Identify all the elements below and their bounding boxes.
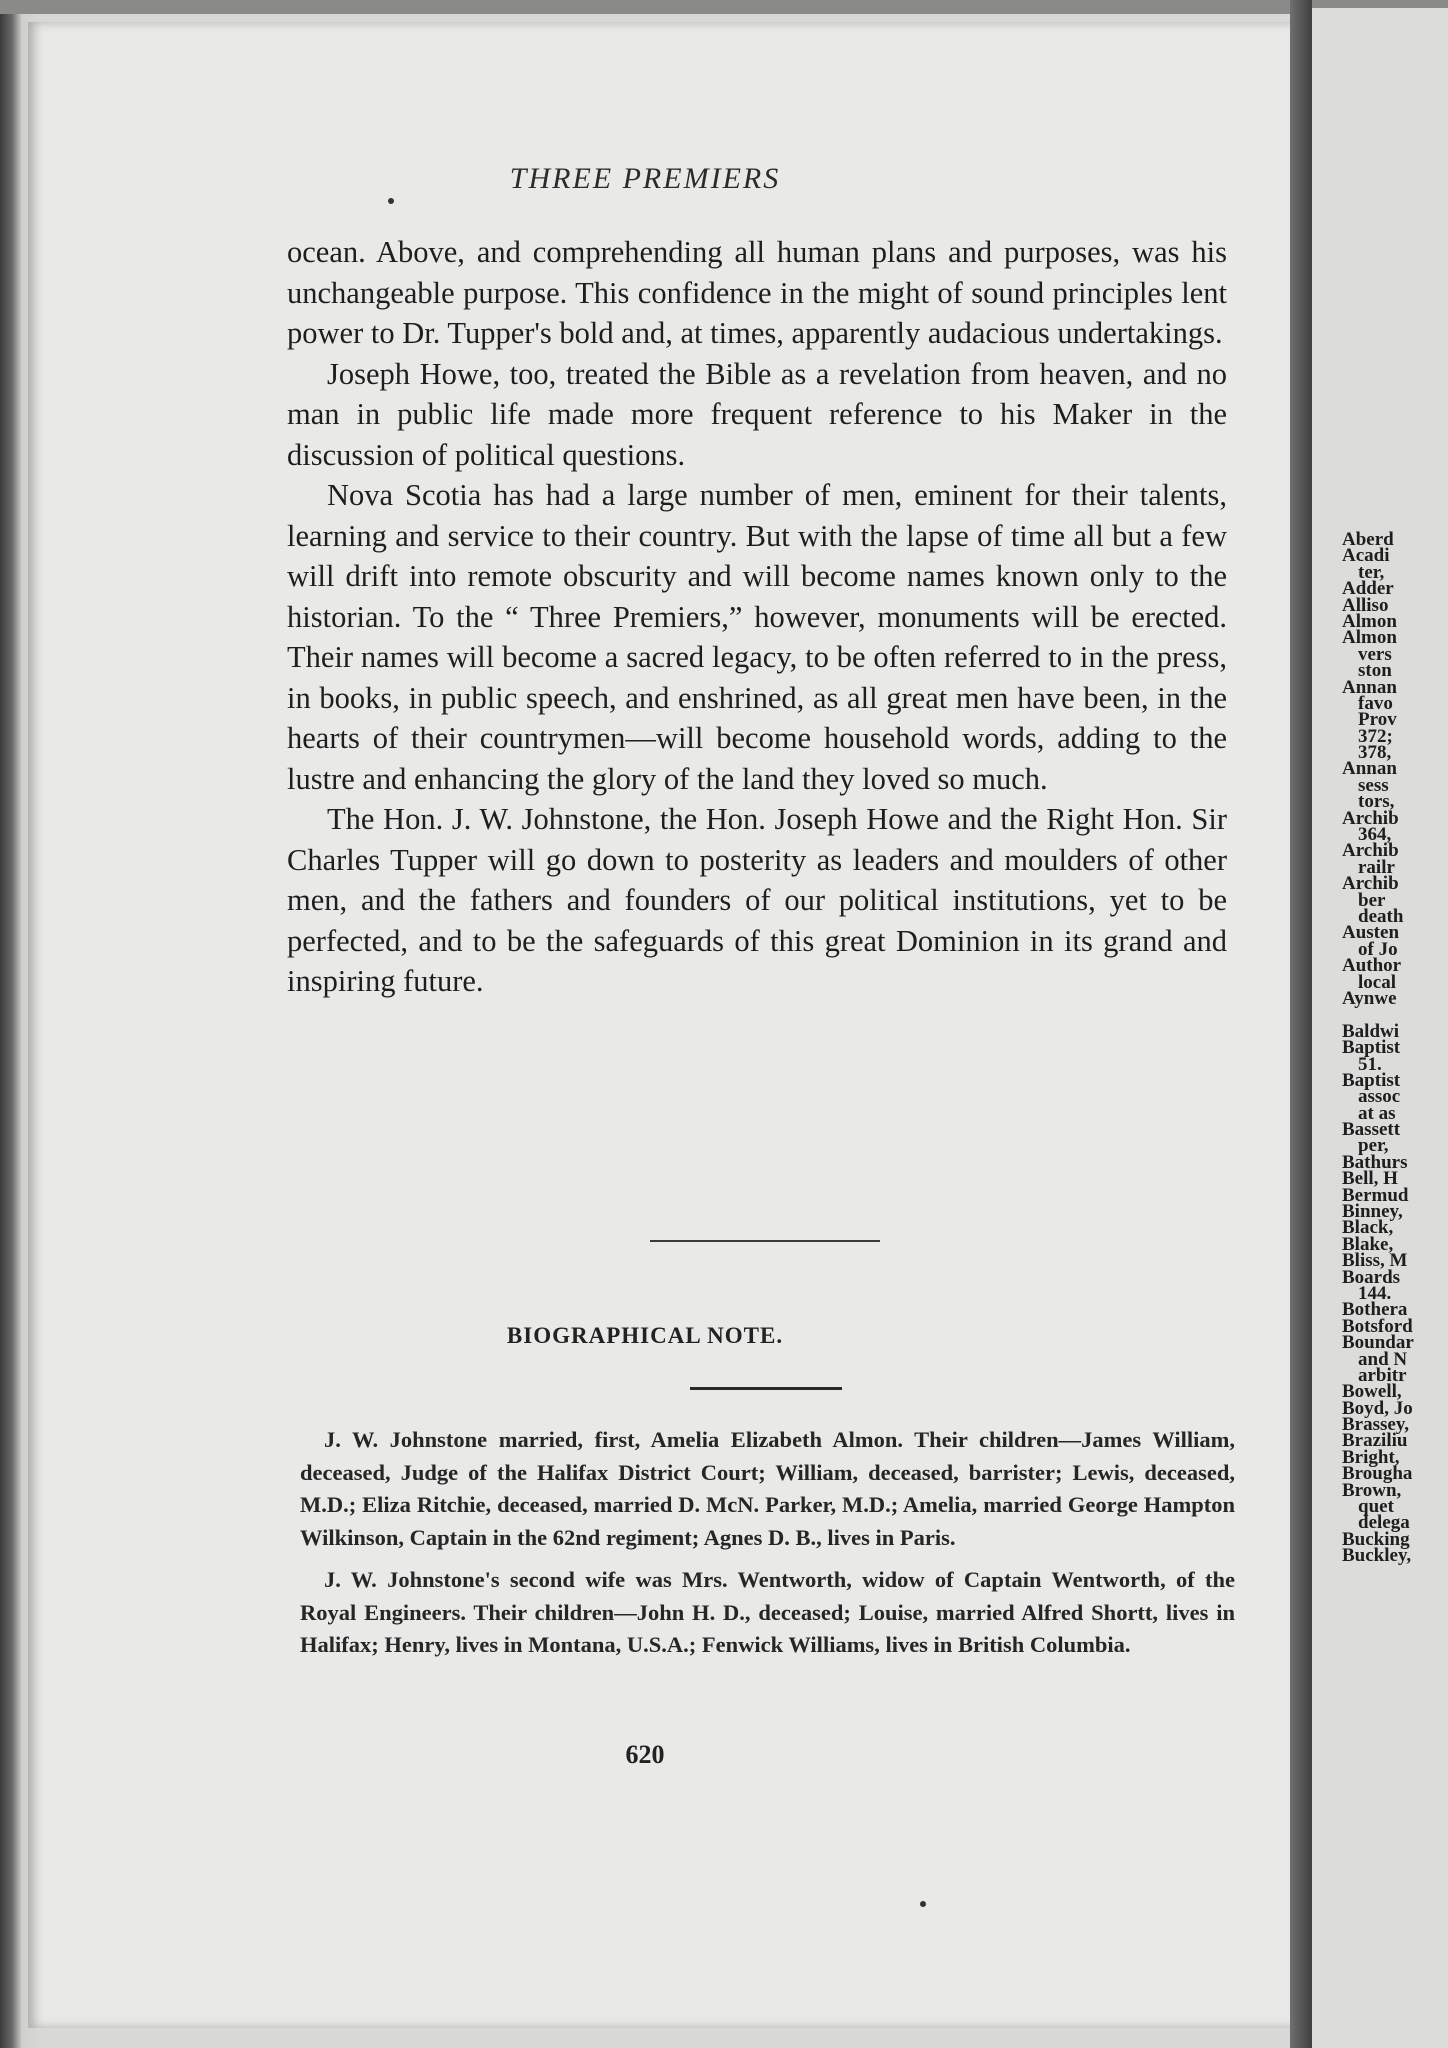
speck-mark [920, 1901, 926, 1907]
index-entry: Brown, [1342, 1479, 1402, 1501]
index-entry: ber [1358, 889, 1386, 911]
index-entry: death [1358, 905, 1404, 927]
index-entry: Prov [1358, 709, 1397, 731]
index-entry: Austen [1342, 922, 1400, 944]
paragraph: Joseph Howe, too, treated the Bible as a revelation from heaven, and no man in public life made more frequent reference to his Maker in the discussion of political questions. [287, 356, 1227, 472]
index-entry: local [1358, 971, 1396, 993]
index-entry: Archib [1342, 873, 1399, 895]
index-entry: Aynwe [1342, 987, 1397, 1009]
index-entry: Author [1342, 955, 1402, 977]
index-entry: Bermud [1342, 1184, 1409, 1206]
note-title: BIOGRAPHICAL NOTE. [506, 1323, 784, 1348]
index-entry: Archib [1342, 807, 1399, 829]
index-entry: Blake, [1342, 1233, 1394, 1255]
index-entry: Bell, H [1342, 1168, 1398, 1190]
index-entry: Braziliu [1342, 1430, 1408, 1452]
index-entry: Boundar [1342, 1332, 1414, 1354]
index-entry: quet [1358, 1496, 1394, 1518]
index-entry: Black, [1342, 1217, 1394, 1239]
index-entry: delega [1358, 1512, 1410, 1534]
index-entry: Almon [1342, 610, 1397, 632]
index-entry: Acadi [1342, 545, 1390, 567]
right-page-fragment [1312, 8, 1448, 2048]
index-entry: Bowell, [1342, 1381, 1402, 1403]
index-entry: 378, [1358, 742, 1392, 764]
scan-top-edge [0, 0, 1448, 14]
index-entry: at as [1358, 1102, 1396, 1124]
biographical-note [300, 1424, 1235, 1672]
paragraph: ocean. Above, and comprehending all human plans and purposes, was his unchangeable purpose. This confidence in the might of sound principles lent power to Dr. Tupper's bold and, at times, apparently audacious undertakings. [287, 235, 1227, 350]
index-entry: Adder [1342, 578, 1394, 600]
index-entry: Binney, [1342, 1201, 1403, 1223]
note-paragraph: J. W. Johnstone married, first, Amelia Elizabeth Almon. Their children—James William, deceased, Judge of the Halifax District Court; William, deceased, barrister; Lewis, deceased, M.D.; Eliza Ritchie, deceased, married D. McN. Parker, M.D.; Amelia, married George Hampton Wilkinson, Captain in the 62nd regiment; Agnes D. B., lives in Paris. [300, 1427, 1235, 1550]
index-entry: Bothera [1342, 1299, 1408, 1321]
index-entry: Brougha [1342, 1463, 1413, 1485]
note-paragraph: J. W. Johnstone's second wife was Mrs. Wentworth, widow of Captain Wentworth, of the Royal Engineers. Their children—John H. D., deceased; Louise, married Alfred Shortt, lives in Halifax; Henry, lives in Montana, U.S.A.; Fenwick Williams, lives in British Columbia. [300, 1567, 1235, 1657]
body-text [287, 232, 1227, 1002]
index-entry: Baldwi [1342, 1020, 1400, 1042]
index-entry: Botsford [1342, 1315, 1413, 1337]
index-entry: Archib [1342, 840, 1399, 862]
index-entry: Bliss, M [1342, 1250, 1408, 1272]
index-entry: Baptist [1342, 1069, 1401, 1091]
note-title-rule [690, 1387, 842, 1390]
index-entry: Baptist [1342, 1037, 1401, 1059]
index-entry: assoc [1358, 1086, 1401, 1108]
index-entry: Bathurs [1342, 1151, 1408, 1173]
index-entry: Boyd, Jo [1342, 1397, 1413, 1419]
paragraph: Nova Scotia has had a large number of men, eminent for their talents, learning and service to their country. But with the lapse of time all but a few will drift into remote obscurity and will become names known only to the historian. To the “ Three Premiers,” however, monuments will be erected. Their names will become a sacred legacy, to be often referred to in the press, in books, in public speech, and enshrined, as all great men have been, in the hearts of their countrymen—will become household words, adding to the lustre and enhancing the glory of the land they loved so much. [287, 478, 1227, 796]
index-entry: 51. [1358, 1053, 1382, 1075]
index-entry: railr [1358, 856, 1395, 878]
index-entry: Almon [1342, 627, 1397, 649]
index-entry: sess [1358, 774, 1389, 796]
speck-mark [388, 198, 394, 204]
index-entry: Alliso [1342, 594, 1389, 616]
paragraph: The Hon. J. W. Johnstone, the Hon. Joseph Howe and the Right Hon. Sir Charles Tupper will go down to posterity as leaders and moulders of other men, and the fathers and founders of our political institutions, yet to be perfected, and to be the safeguards of this great Dominion in its grand and inspiring future. [287, 802, 1227, 998]
index-entry: per, [1358, 1135, 1389, 1157]
index-entry: arbitr [1358, 1364, 1407, 1386]
index-entry: Bright, [1342, 1446, 1400, 1468]
index-entry: Boards [1342, 1266, 1401, 1288]
index-entry: Buckley, [1342, 1545, 1412, 1567]
page-number: 620 [625, 1740, 665, 1769]
index-entry: tors, [1358, 791, 1395, 813]
index-entry: vers [1358, 643, 1392, 665]
index-entry: Bassett [1342, 1119, 1401, 1141]
book-gutter [1290, 0, 1312, 2048]
index-entry: Annan [1342, 758, 1397, 780]
index-entry: and N [1358, 1348, 1408, 1370]
index-entry: 364, [1358, 824, 1392, 846]
index-entry: Bucking [1342, 1528, 1410, 1550]
index-entry: Annan [1342, 676, 1397, 698]
index-entry: 144. [1358, 1282, 1392, 1304]
index-entry: Aberd [1342, 529, 1394, 550]
index-entry: favo [1358, 692, 1393, 714]
index-entry: of Jo [1358, 938, 1398, 960]
index-column [1342, 529, 1448, 1567]
index-entry: Brassey, [1342, 1414, 1410, 1436]
index-entry: ston [1358, 660, 1392, 682]
index-entry: 372; [1358, 725, 1393, 747]
index-entry: ter, [1358, 561, 1385, 583]
running-head: THREE PREMIERS [509, 162, 781, 195]
section-divider [650, 1240, 880, 1242]
